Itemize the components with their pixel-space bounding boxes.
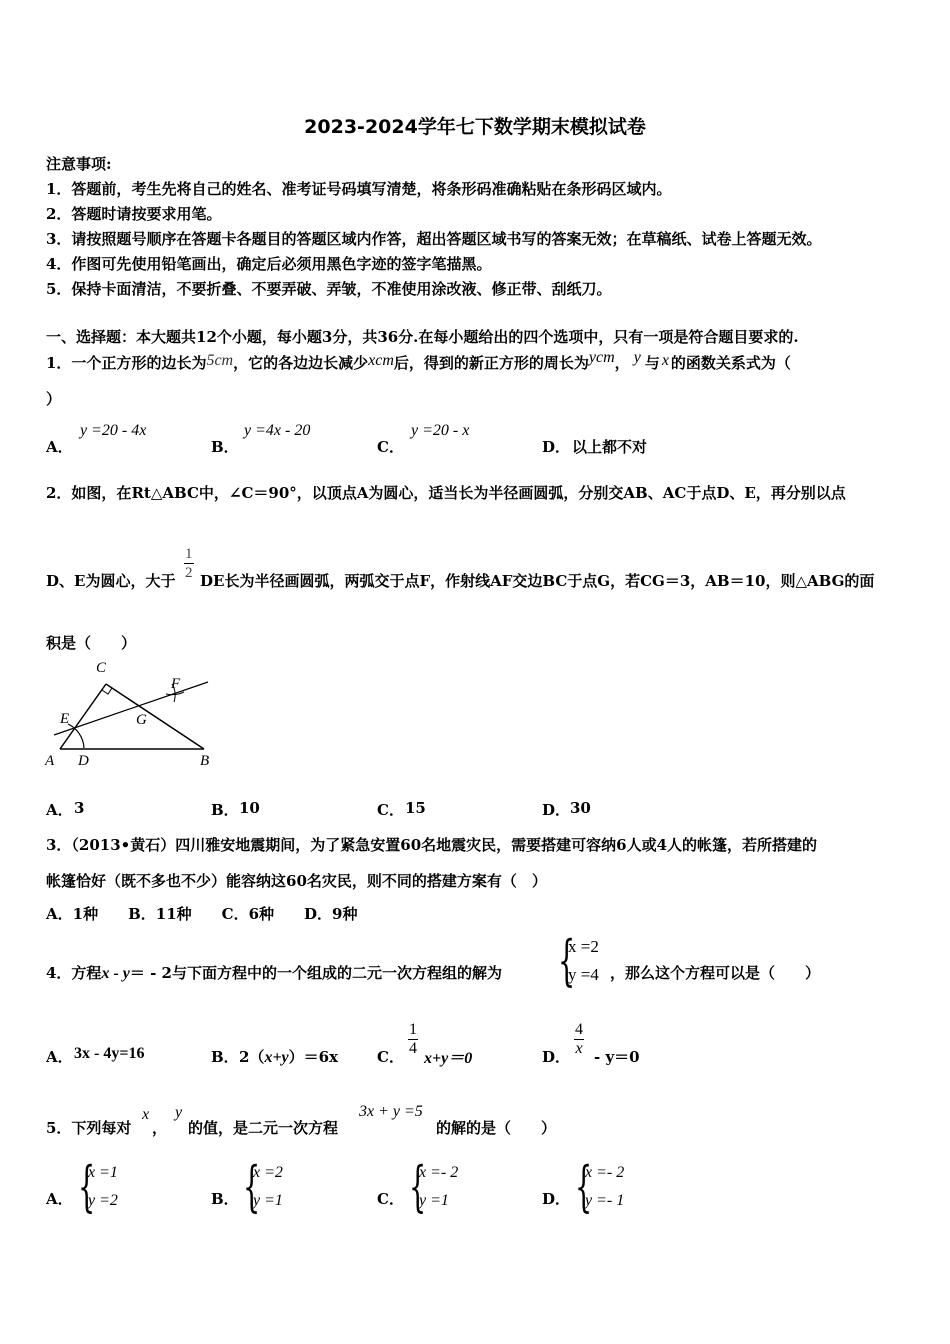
q4-option-letter: D． (542, 1048, 571, 1066)
q1-math: ycm (588, 349, 615, 366)
q2-option-letter: D． (542, 801, 571, 819)
label-g: G (136, 712, 147, 728)
q5-math: x (142, 1106, 150, 1123)
q4-d-frac-den: x (575, 1040, 583, 1057)
q1-option-letter: A． (46, 438, 73, 456)
q5-option-letter: C． (377, 1190, 404, 1208)
q1-option-d: 以上都不对 (572, 438, 648, 456)
q4-c-frac-den: 4 (409, 1040, 417, 1057)
q2-frac-den: 2 (185, 565, 193, 581)
q1-option-letter: D． (542, 438, 571, 456)
q4-option-b (239, 1046, 338, 1067)
q4-option-letter: B． (211, 1048, 239, 1066)
q1-math: y (633, 349, 641, 366)
q2-option-a: 3 (74, 799, 85, 817)
q4-sys-top: x =2 (568, 937, 599, 956)
q1-math: 5cm (206, 352, 234, 369)
question-2: 2．如图，在Rt△ABC中，∠C＝90°，以顶点A为圆心，适当长为半径画圆弧，分别交AB、AC于点D、E，再分别以点 (46, 484, 846, 502)
q2-option-letter: B． (211, 801, 239, 819)
q5-d-bot: y =- 1 (585, 1192, 625, 1209)
q5-text: 的解的是（ ） (436, 1119, 557, 1137)
q1-text: 与 (644, 354, 660, 372)
label-b: B (200, 753, 210, 769)
notice-item: 1．答题前，考生先将自己的姓名、准考证号码填写清楚，将条形码准确粘贴在条形码区域内。 (46, 180, 672, 198)
q2-option-b: 10 (239, 799, 260, 817)
q4-b-pre: 2（ (239, 1048, 265, 1066)
q1-option-c: y =20 - x (411, 422, 470, 439)
q2-text: DE长为半径画圆弧，两弧交于点F，作射线AF交边BC于点G，若CG＝3，AB＝10，则△ABG的面 (200, 572, 875, 590)
q4-option-a: 3x - 4y=16 (74, 1045, 145, 1062)
q5-option-c (419, 1159, 458, 1215)
q4-brace: { (558, 929, 576, 992)
question-4 (46, 962, 502, 983)
q1-text: 的函数关系式为（ (670, 354, 791, 372)
q2-frac-num: 1 (185, 546, 193, 562)
q2-triangle-figure (44, 658, 219, 770)
q4-option-letter: A． (46, 1048, 73, 1066)
q1-text: 1．一个正方形的边长为 (46, 354, 207, 372)
q1-math: xcm (368, 352, 394, 369)
q5-option-a (88, 1159, 118, 1215)
q5-option-letter: A． (46, 1190, 73, 1208)
q2-option-c: 15 (405, 799, 426, 817)
q4-sys-bot: y =4 (568, 965, 599, 984)
section-heading: 一、选择题：本大题共12个小题，每小题3分，共36分.在每小题给出的四个选项中，只有一项是符合题目要求的. (46, 328, 799, 346)
q5-b-bot: y =1 (253, 1192, 283, 1209)
q5-a-top: x =1 (88, 1164, 118, 1181)
q4-option-c: x+y＝0 (424, 1050, 473, 1067)
q1-math: x (661, 352, 669, 369)
q4-d-fraction (574, 1021, 584, 1058)
q5-brace: { (78, 1155, 96, 1218)
q4-d-frac-num: 4 (575, 1021, 583, 1038)
q4-math: x - y (101, 965, 130, 982)
q4-text: 4．方程 (46, 964, 102, 982)
label-a: A (45, 753, 55, 769)
q3-options: A．1种 B．11种 C．6种 D．9种 (46, 905, 358, 923)
q5-brace: { (409, 1155, 427, 1218)
right-angle-mark (102, 688, 112, 694)
q5-option-letter: D． (542, 1190, 571, 1208)
q5-option-b (253, 1159, 283, 1215)
q4-b-post: ）＝6x (288, 1048, 339, 1066)
question-5: 5．下列每对 (46, 1119, 132, 1137)
label-f: F (171, 676, 181, 692)
q2-option-letter: C． (377, 801, 404, 819)
notice-item: 5．保持卡面清洁，不要折叠、不要弄破、弄皱，不准使用涂改液、修正带、刮纸刀。 (46, 280, 612, 298)
line-cb (106, 684, 204, 749)
notice-item: 3．请按照题号顺序在答题卡各题目的答题区域内作答，超出答题区域书写的答案无效；在草稿纸、试卷上答题无效。 (46, 230, 822, 248)
q1-option-letter: C． (377, 438, 404, 456)
q5-d-top: x =- 2 (585, 1164, 625, 1181)
label-c: C (96, 660, 107, 676)
q5-b-top: x =2 (253, 1164, 283, 1181)
q5-c-bot: y =1 (419, 1192, 449, 1209)
q2-text: 积是（ ） (46, 634, 137, 652)
label-d: D (78, 753, 89, 769)
label-e: E (60, 711, 70, 727)
q2-option-d: 30 (570, 799, 591, 817)
q1-text: ） (46, 390, 62, 408)
q5-brace: { (243, 1155, 261, 1218)
q4-option-d: - y＝0 (594, 1048, 640, 1066)
q5-text: 的值，是二元一次方程 (188, 1119, 339, 1137)
notice-item: 2．答题时请按要求用笔。 (46, 205, 222, 223)
q1-text: 后，得到的新正方形的周长为 (393, 354, 589, 372)
q5-option-letter: B． (211, 1190, 239, 1208)
q5-text: ， (152, 1119, 168, 1137)
q5-equation-text: 3x + y =5 (359, 1103, 423, 1120)
q4-option-letter: C． (377, 1048, 404, 1066)
q4-text: ＝ - 2与下面方程中的一个组成的二元一次方程组的解为 (129, 964, 502, 982)
q5-brace: { (575, 1155, 593, 1218)
q4-b-expr: x+y (264, 1049, 289, 1066)
q2-text: D、E为圆心，大于 (46, 572, 176, 590)
q1-option-a: y =20 - 4x (80, 422, 147, 439)
q5-c-top: x =- 2 (419, 1164, 459, 1181)
q3-text: 帐篷恰好（既不多也不少）能容纳这60名灾民，则不同的搭建方案有（ ） (46, 872, 547, 890)
q5-a-bot: y =2 (88, 1192, 118, 1209)
q4-system (568, 933, 599, 989)
q4-text: ，那么这个方程可以是（ ） (610, 964, 821, 982)
q1-text: ，它的各边边长减少 (233, 354, 369, 372)
notice-heading: 注意事项: (46, 155, 112, 173)
q5-option-d (585, 1159, 624, 1215)
q1-option-b: y =4x - 20 (244, 422, 311, 439)
notice-item: 4．作图可先使用铅笔画出，确定后必须用黑色字迹的签字笔描黑。 (46, 255, 492, 273)
q2-option-letter: A． (46, 801, 73, 819)
q5-math: y (175, 1104, 183, 1121)
ray-af (54, 682, 208, 735)
q4-c-frac-num: 1 (409, 1021, 417, 1038)
question-1 (46, 349, 791, 373)
q5-equation (359, 1103, 423, 1121)
q1-text: ， (614, 354, 630, 372)
q1-option-letter: B． (211, 438, 239, 456)
q4-c-fraction (408, 1021, 418, 1058)
page-title: 2023-2024学年七下数学期末模拟试卷 (304, 116, 646, 138)
q2-fraction (184, 545, 194, 582)
question-3: 3．（2013•黄石）四川雅安地震期间，为了紧急安置60名地震灾民，需要搭建可容纳6人或4人的帐篷，若所搭建的 (46, 836, 818, 854)
